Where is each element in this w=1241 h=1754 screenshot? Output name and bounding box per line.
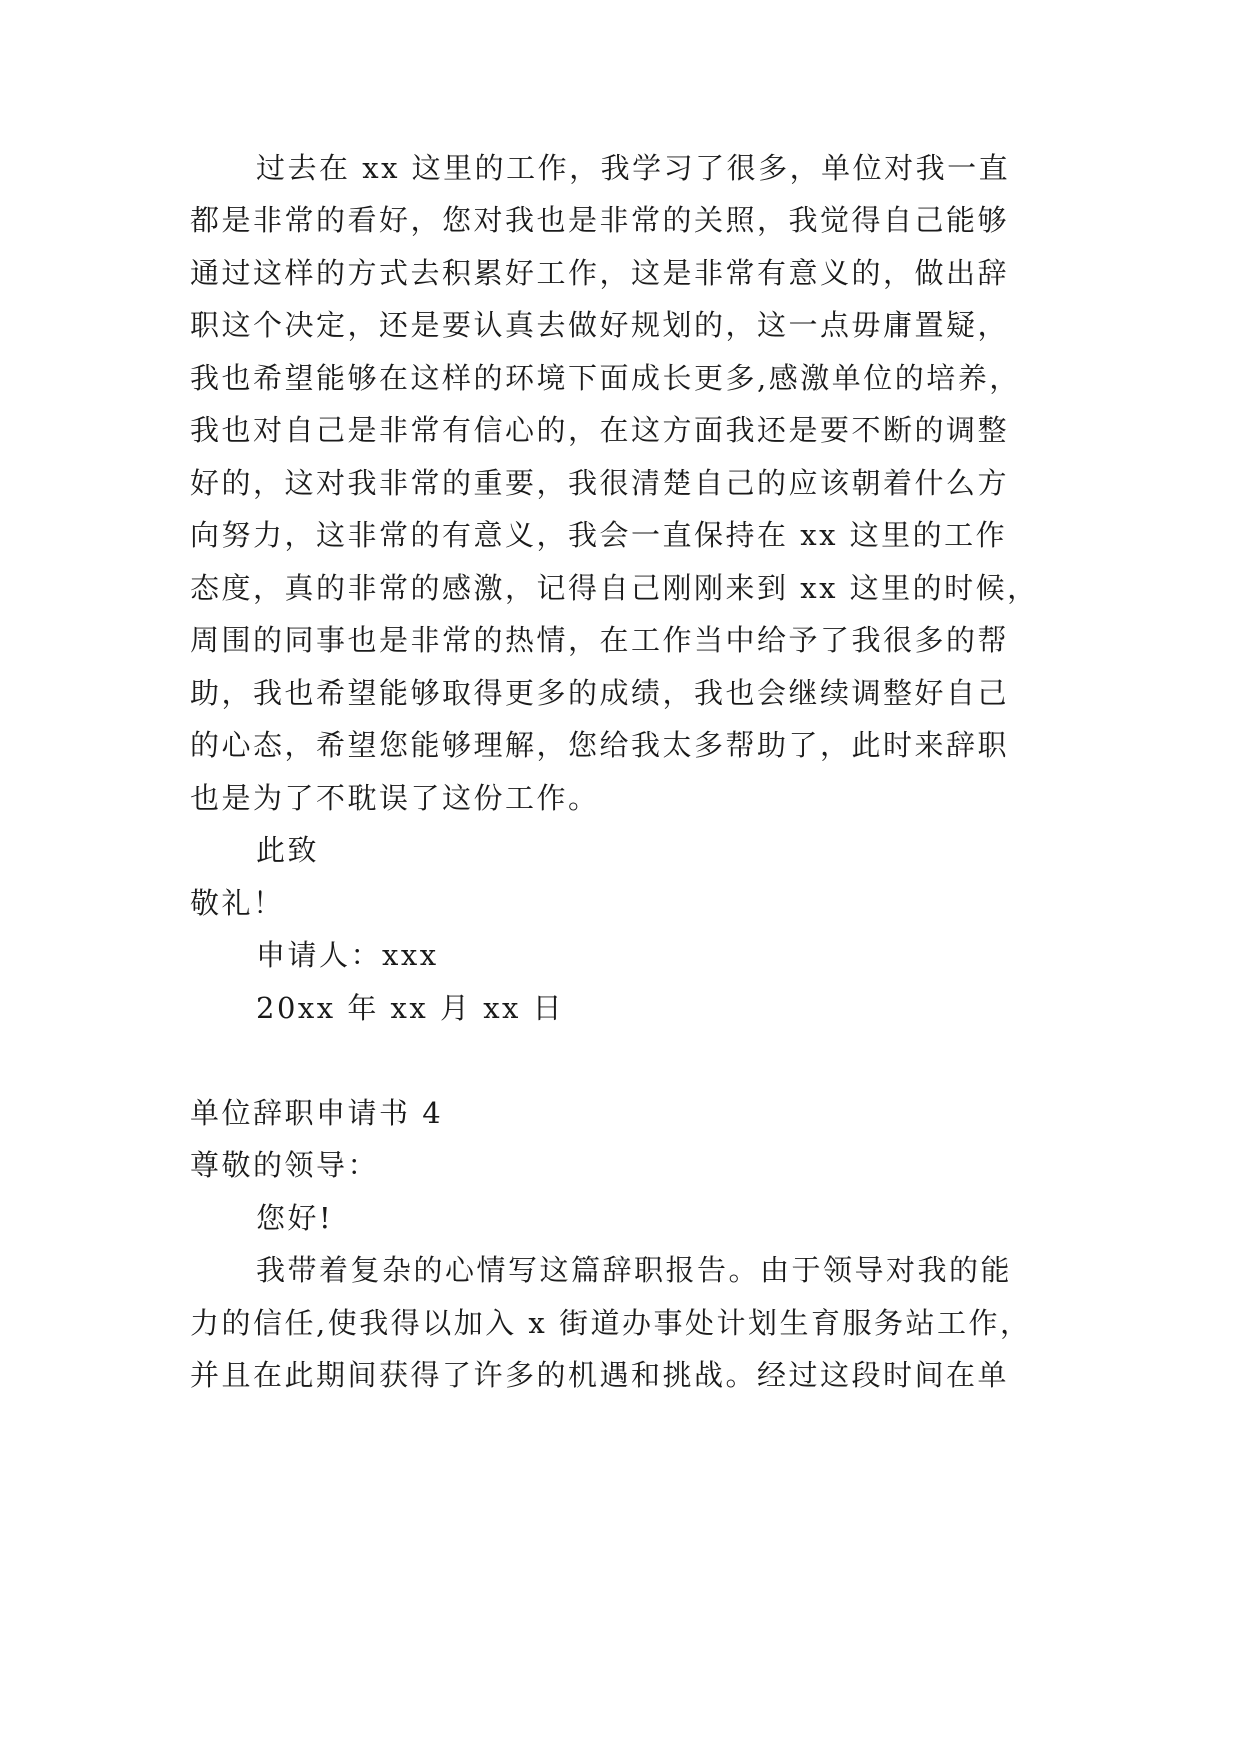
closing-ci-zhi: 此致 bbox=[256, 833, 320, 867]
paragraph-line: 向努力，这非常的有意义，我会一直保持在 xx 这里的工作 bbox=[190, 518, 1008, 552]
closing-jing-li: 敬礼！ bbox=[190, 886, 285, 920]
paragraph-line: 周围的同事也是非常的热情，在工作当中给予了我很多的帮 bbox=[190, 623, 1010, 657]
paragraph-line: 力的信任,使我得以加入 x 街道办事处计划生育服务站工作， bbox=[190, 1306, 1032, 1340]
paragraph-line: 我也对自己是非常有信心的，在这方面我还是要不断的调整 bbox=[190, 413, 1010, 447]
paragraph-line: 助，我也希望能够取得更多的成绩，我也会继续调整好自己 bbox=[190, 676, 1010, 710]
paragraph-line: 态度，真的非常的感激，记得自己刚刚来到 xx 这里的时候， bbox=[190, 571, 1039, 605]
paragraph-line: 的心态，希望您能够理解，您给我太多帮助了，此时来辞职 bbox=[190, 728, 1010, 762]
paragraph-line: 并且在此期间获得了许多的机遇和挑战。经过这段时间在单 bbox=[190, 1358, 1010, 1392]
applicant-signature: 申请人：xxx bbox=[256, 938, 439, 972]
paragraph-line: 也是为了不耽误了这份工作。 bbox=[190, 781, 600, 815]
paragraph-line: 过去在 xx 这里的工作，我学习了很多，单位对我一直 bbox=[256, 151, 1011, 185]
letter-salutation: 尊敬的领导： bbox=[190, 1148, 380, 1182]
paragraph-line: 都是非常的看好，您对我也是非常的关照，我觉得自己能够 bbox=[190, 203, 1010, 237]
letter-date: 20xx 年 xx 月 xx 日 bbox=[256, 991, 565, 1025]
paragraph-line: 我带着复杂的心情写这篇辞职报告。由于领导对我的能 bbox=[256, 1253, 1013, 1287]
paragraph-line: 职这个决定，还是要认真去做好规划的，这一点毋庸置疑， bbox=[190, 308, 1010, 342]
letter-title: 单位辞职申请书 4 bbox=[190, 1096, 444, 1130]
paragraph-line: 我也希望能够在这样的环境下面成长更多,感激单位的培养， bbox=[190, 361, 1021, 395]
paragraph-line: 通过这样的方式去积累好工作，这是非常有意义的，做出辞 bbox=[190, 256, 1010, 290]
paragraph-line: 好的，这对我非常的重要，我很清楚自己的应该朝着什么方 bbox=[190, 466, 1010, 500]
letter-greeting: 您好! bbox=[256, 1201, 334, 1235]
